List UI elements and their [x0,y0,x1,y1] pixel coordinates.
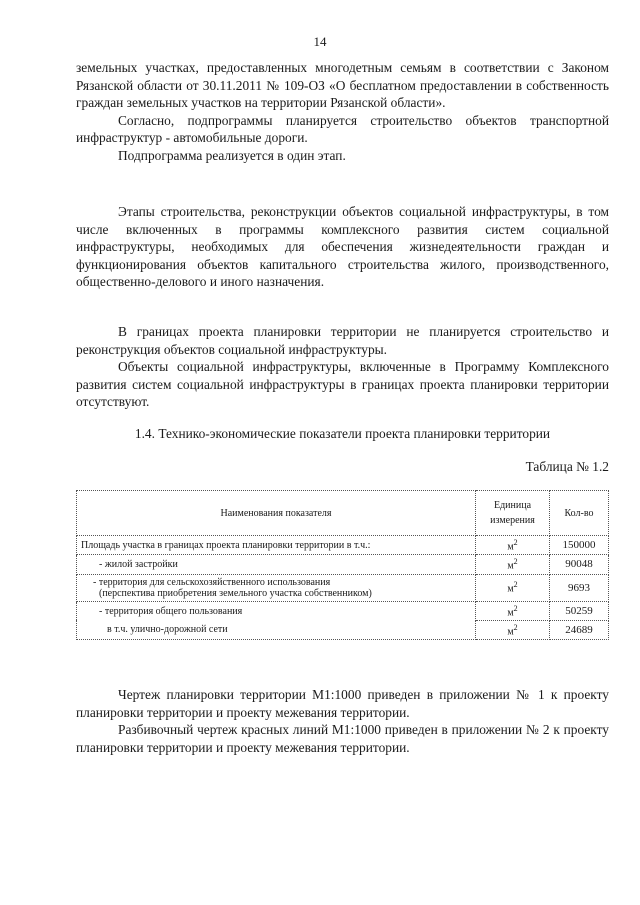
row-unit: $м^2$ [476,620,550,639]
paragraph-social-stages: Этапы строительства, реконструкции объектов социальной инфраструктуры, в том числе включенных в программы комплексного развития систем социальной инфраструктуры, необходимых для обеспечения жизнедеятельности граждан и функционирования объектов капитального строительства жилого, производственного, общественно-делового и иного назначения. [76,204,609,289]
row-unit: $м^2$ [476,555,550,574]
paragraph-appendix-2: Разбивочный чертеж красных линий М1:1000 приведен в приложении № 2 к проекту планировки территории и проекту межевания территории. [76,722,609,755]
table-row [77,601,609,620]
section-heading: 1.4. Технико-экономические показатели проекта планировки территории [134,426,551,441]
row-name: - территория общего пользования [77,601,476,620]
paragraph-transport: Согласно, подпрограммы планируется строительство объектов транспортной инфраструктур - автомобильные дороги. [76,112,609,145]
page-number: 14 [313,34,327,49]
indicators-table [76,490,609,640]
table-row [77,620,609,639]
row-name: в т.ч. улично-дорожной сети [77,620,476,639]
table-header-row [77,491,609,536]
row-unit: $м^2$ [476,574,550,601]
header-qty: Кол-во [550,491,609,536]
row-name: Площадь участка в границах проекта планировки территории в т.ч.: [77,536,476,555]
row-unit: $м^2$ [476,536,550,555]
table-caption: Таблица № 1.2 [525,459,609,474]
text-block-1 [76,59,609,164]
text-block-3 [76,323,609,411]
text-block-4 [76,686,609,756]
row-name: - территория для сельскохозяйственного использования (перспектива приобретения земельного участка собственником) [77,574,476,601]
paragraph-objects-absent: Объекты социальной инфраструктуры, включенные в Программу Комплексного развития систем социальной инфраструктуры в границах проекта планировки территории отсутствуют. [76,359,609,409]
row-value: 150000 [550,536,609,555]
paragraph-appendix-1: Чертеж планировки территории М1:1000 приведен в приложении № 1 к проекту планировки территории и проекту межевания территории. [76,687,609,720]
table-row [77,536,609,555]
row-value: 50259 [550,601,609,620]
table-row [77,555,609,574]
row-name: - жилой застройки [77,555,476,574]
paragraph-no-construction: В границах проекта планировки территории не планируется строительство и реконструкция объектов социальной инфраструктуры. [76,324,609,357]
row-value: 9693 [550,574,609,601]
row-unit: $м^2$ [476,601,550,620]
paragraph-stage: Подпрограмма реализуется в один этап. [118,147,346,163]
row-value: 24689 [550,620,609,639]
paragraph-continued: земельных участках, предоставленных многодетным семьям в соответствии с Законом Рязанской области от 30.11.2011 № 109-ОЗ «О бесплатном предоставлении в собственность граждан земельных участков на территории Рязанской области». [76,60,609,110]
text-block-2 [76,203,609,291]
header-name: Наименования показателя [77,491,476,536]
header-unit: Единица измерения [476,491,550,536]
table-row [77,574,609,601]
row-value: 90048 [550,555,609,574]
